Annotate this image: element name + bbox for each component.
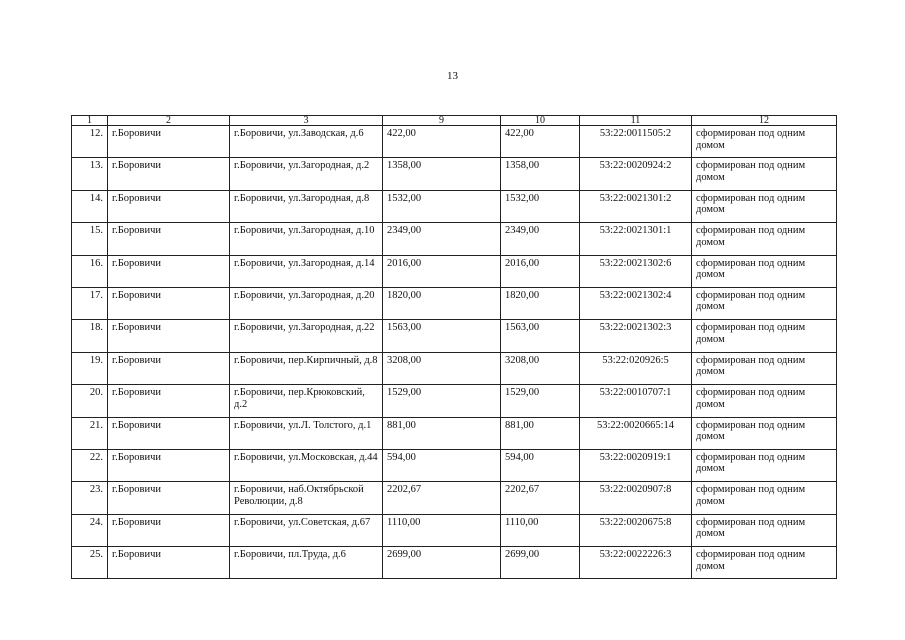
row-area-col-10: 422,00 xyxy=(501,126,580,158)
row-area-col-9: 594,00 xyxy=(383,449,501,481)
row-number: 12. xyxy=(72,126,108,158)
header-col-12: 12 xyxy=(692,116,837,126)
row-number: 19. xyxy=(72,352,108,384)
row-number: 15. xyxy=(72,223,108,255)
row-status: сформирован под одним домом xyxy=(692,482,837,514)
row-area-col-9: 1532,00 xyxy=(383,190,501,222)
table-row xyxy=(72,352,837,384)
row-area-col-10: 1532,00 xyxy=(501,190,580,222)
header-row xyxy=(72,116,837,126)
row-cadastral-number: 53:22:0010707:1 xyxy=(580,385,692,417)
row-city: г.Боровичи xyxy=(108,547,230,579)
row-status: сформирован под одним домом xyxy=(692,223,837,255)
table-row xyxy=(72,158,837,190)
row-number: 18. xyxy=(72,320,108,352)
row-address: г.Боровичи, ул.Л. Толстого, д.1 xyxy=(230,417,383,449)
row-address: г.Боровичи, ул.Московская, д.44 xyxy=(230,449,383,481)
row-address: г.Боровичи, наб.Октябрьской Революции, д.8 xyxy=(230,482,383,514)
table-row xyxy=(72,287,837,319)
row-status: сформирован под одним домом xyxy=(692,158,837,190)
row-area-col-10: 2016,00 xyxy=(501,255,580,287)
row-address: г.Боровичи, пер.Крюковский, д.2 xyxy=(230,385,383,417)
header-col-2: 2 xyxy=(108,116,230,126)
row-number: 21. xyxy=(72,417,108,449)
table-header xyxy=(72,116,837,126)
row-status: сформирован под одним домом xyxy=(692,547,837,579)
row-city: г.Боровичи xyxy=(108,255,230,287)
row-status: сформирован под одним домом xyxy=(692,320,837,352)
row-area-col-10: 1529,00 xyxy=(501,385,580,417)
row-number: 17. xyxy=(72,287,108,319)
row-number: 22. xyxy=(72,449,108,481)
table-row xyxy=(72,320,837,352)
row-area-col-9: 2699,00 xyxy=(383,547,501,579)
row-area-col-9: 2202,67 xyxy=(383,482,501,514)
header-col-1: 1 xyxy=(72,116,108,126)
row-address: г.Боровичи, ул.Загородная, д.20 xyxy=(230,287,383,319)
row-city: г.Боровичи xyxy=(108,482,230,514)
table-row xyxy=(72,417,837,449)
row-cadastral-number: 53:22:0021302:4 xyxy=(580,287,692,319)
row-area-col-10: 2699,00 xyxy=(501,547,580,579)
row-status: сформирован под одним домом xyxy=(692,352,837,384)
row-address: г.Боровичи, пер.Кирпичный, д.8 xyxy=(230,352,383,384)
row-city: г.Боровичи xyxy=(108,320,230,352)
row-status: сформирован под одним домом xyxy=(692,287,837,319)
table-row xyxy=(72,482,837,514)
row-address: г.Боровичи, ул.Советская, д.67 xyxy=(230,514,383,546)
header-col-10: 10 xyxy=(501,116,580,126)
row-cadastral-number: 53:22:0020924:2 xyxy=(580,158,692,190)
table-row xyxy=(72,190,837,222)
header-col-11: 11 xyxy=(580,116,692,126)
page-number: 13 xyxy=(447,70,458,82)
header-col-3: 3 xyxy=(230,116,383,126)
row-city: г.Боровичи xyxy=(108,223,230,255)
table-row xyxy=(72,514,837,546)
row-address: г.Боровичи, ул.Загородная, д.8 xyxy=(230,190,383,222)
row-cadastral-number: 53:22:020926:5 xyxy=(580,352,692,384)
row-city: г.Боровичи xyxy=(108,190,230,222)
row-city: г.Боровичи xyxy=(108,385,230,417)
row-cadastral-number: 53:22:0020675:8 xyxy=(580,514,692,546)
row-address: г.Боровичи, ул.Загородная, д.10 xyxy=(230,223,383,255)
row-city: г.Боровичи xyxy=(108,352,230,384)
table-body xyxy=(72,126,837,579)
land-plots-table xyxy=(71,115,837,579)
row-address: г.Боровичи, ул.Загородная, д.14 xyxy=(230,255,383,287)
row-area-col-9: 1563,00 xyxy=(383,320,501,352)
row-area-col-10: 1820,00 xyxy=(501,287,580,319)
table-row xyxy=(72,223,837,255)
row-area-col-10: 594,00 xyxy=(501,449,580,481)
table-row xyxy=(72,126,837,158)
row-area-col-10: 1563,00 xyxy=(501,320,580,352)
row-area-col-10: 2349,00 xyxy=(501,223,580,255)
row-address: г.Боровичи, ул.Загородная, д.22 xyxy=(230,320,383,352)
row-area-col-9: 1529,00 xyxy=(383,385,501,417)
row-cadastral-number: 53:22:0021302:3 xyxy=(580,320,692,352)
row-cadastral-number: 53:22:0021302:6 xyxy=(580,255,692,287)
row-city: г.Боровичи xyxy=(108,126,230,158)
row-area-col-9: 3208,00 xyxy=(383,352,501,384)
table-row xyxy=(72,547,837,579)
row-area-col-9: 1110,00 xyxy=(383,514,501,546)
table-row xyxy=(72,385,837,417)
row-cadastral-number: 53:22:0021301:1 xyxy=(580,223,692,255)
row-area-col-9: 2349,00 xyxy=(383,223,501,255)
row-status: сформирован под одним домом xyxy=(692,449,837,481)
row-cadastral-number: 53:22:0020907:8 xyxy=(580,482,692,514)
row-area-col-9: 881,00 xyxy=(383,417,501,449)
row-status: сформирован под одним домом xyxy=(692,255,837,287)
row-area-col-10: 3208,00 xyxy=(501,352,580,384)
row-number: 16. xyxy=(72,255,108,287)
row-area-col-9: 1820,00 xyxy=(383,287,501,319)
row-cadastral-number: 53:22:0021301:2 xyxy=(580,190,692,222)
row-status: сформирован под одним домом xyxy=(692,126,837,158)
row-area-col-10: 2202,67 xyxy=(501,482,580,514)
row-number: 24. xyxy=(72,514,108,546)
row-number: 23. xyxy=(72,482,108,514)
table-row xyxy=(72,449,837,481)
row-cadastral-number: 53:22:0020665:14 xyxy=(580,417,692,449)
row-city: г.Боровичи xyxy=(108,158,230,190)
row-address: г.Боровичи, ул.Заводская, д.6 xyxy=(230,126,383,158)
row-cadastral-number: 53:22:0011505:2 xyxy=(580,126,692,158)
row-area-col-10: 1110,00 xyxy=(501,514,580,546)
table-row xyxy=(72,255,837,287)
row-number: 13. xyxy=(72,158,108,190)
row-status: сформирован под одним домом xyxy=(692,417,837,449)
header-col-9: 9 xyxy=(383,116,501,126)
row-cadastral-number: 53:22:0020919:1 xyxy=(580,449,692,481)
row-status: сформирован под одним домом xyxy=(692,385,837,417)
row-area-col-10: 1358,00 xyxy=(501,158,580,190)
row-city: г.Боровичи xyxy=(108,514,230,546)
row-area-col-9: 2016,00 xyxy=(383,255,501,287)
row-status: сформирован под одним домом xyxy=(692,514,837,546)
row-status: сформирован под одним домом xyxy=(692,190,837,222)
row-cadastral-number: 53:22:0022226:3 xyxy=(580,547,692,579)
row-address: г.Боровичи, пл.Труда, д.6 xyxy=(230,547,383,579)
row-area-col-9: 1358,00 xyxy=(383,158,501,190)
row-city: г.Боровичи xyxy=(108,449,230,481)
row-city: г.Боровичи xyxy=(108,287,230,319)
row-address: г.Боровичи, ул.Загородная, д.2 xyxy=(230,158,383,190)
row-number: 25. xyxy=(72,547,108,579)
row-area-col-10: 881,00 xyxy=(501,417,580,449)
row-number: 14. xyxy=(72,190,108,222)
row-city: г.Боровичи xyxy=(108,417,230,449)
row-number: 20. xyxy=(72,385,108,417)
row-area-col-9: 422,00 xyxy=(383,126,501,158)
